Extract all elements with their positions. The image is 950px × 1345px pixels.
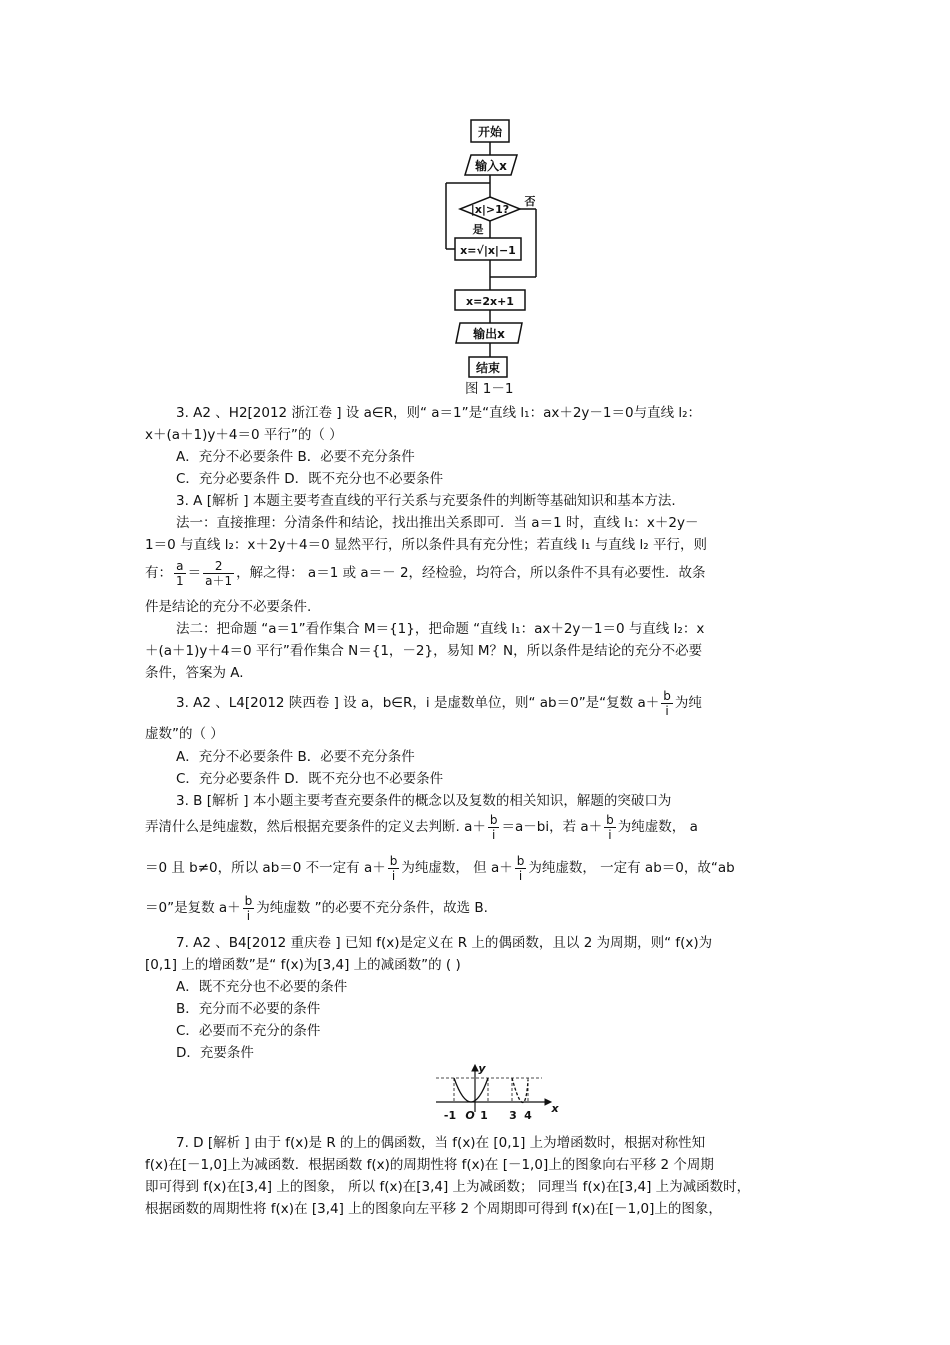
denominator: i (665, 703, 669, 718)
denominator: i (608, 827, 612, 842)
text: 为纯虚数 ”的必要不充分条件，故选 B. (256, 900, 488, 916)
denominator: i (391, 868, 396, 883)
start-label: 开始 (477, 125, 503, 139)
tick-3: 3 (509, 1109, 517, 1122)
q2-analysis-l1 (145, 812, 698, 842)
q2-head (176, 688, 702, 718)
yes-label: 是 (472, 223, 484, 236)
q2-head2: 虚数”的（ ） (145, 726, 224, 742)
q1-method2-l2: ＋(a＋1)y＋4＝0 平行”看作集合 N＝{1，－2}，易知 M？N，所以条件是结论的充分不必要 (145, 643, 703, 659)
text: ，解之得： a＝1 或 a＝－ 2，经检验，均符合，所以条件不具有必要性．故条 (236, 565, 706, 581)
numerator: 2 (203, 559, 234, 574)
q3-opt-a: A．既不充分也不必要的条件 (176, 979, 348, 995)
denominator: 1 (176, 573, 184, 588)
fraction (604, 813, 616, 842)
q3-opt-c: C．必要而不充分的条件 (176, 1023, 321, 1039)
q1-method2-l3: 条件，答案为 A. (145, 665, 244, 681)
text: 为纯虚数， 一定有 ab＝0，故“ab (528, 860, 735, 876)
q2-answer: 3. B [解析 ] 本小题主要考查充要条件的概念以及复数的相关知识，解题的突破口为 (176, 793, 672, 809)
assign1-label: x=√|x|−1 (460, 244, 516, 257)
fraction (515, 854, 527, 883)
assign2-label: x=2x+1 (466, 295, 514, 308)
no-label: 否 (524, 195, 536, 208)
denominator: i (246, 908, 251, 923)
fraction (488, 813, 500, 842)
fraction (203, 559, 234, 588)
text: 有： (145, 565, 172, 581)
function-graph (430, 1062, 560, 1126)
fraction (661, 689, 673, 718)
y-axis-label: y (478, 1062, 486, 1075)
numerator: b (489, 812, 498, 827)
output-label: 输出x (473, 327, 505, 341)
q3-opt-b: B．充分而不必要的条件 (176, 1001, 321, 1017)
text: 为纯虚数， a (617, 819, 698, 835)
q1-method1-l2: 1＝0 与直线 l₂：x＋2y＋4＝0 显然平行，所以条件具有充分性；若直线 l₁ 与直线 l₂ 平行，则 (145, 537, 707, 553)
q1-opt-ab: A．充分不必要条件 B．必要不充分条件 (176, 449, 415, 465)
q1-head: 3. A2 、H2[2012 浙江卷 ] 设 a∈R，则“ a＝1”是“直线 l₁：ax＋2y－1＝0与直线 l₂： (176, 405, 702, 421)
text: ＝a－bi，若 a＋ (501, 819, 603, 835)
numerator: b (389, 853, 398, 868)
text: ＝0”是复数 a＋ (145, 900, 241, 916)
numerator: b (606, 812, 614, 827)
q1-answer: 3. A [解析 ] 本题主要考查直线的平行关系与充要条件的判断等基础知识和基本方法. (176, 493, 676, 509)
flowchart (440, 115, 550, 385)
denominator: i (518, 868, 523, 883)
q3-analysis-l3: 根据函数的周期性将 f(x)在 [3,4] 上的图象向左平移 2 个周期即可得到 f(x)在[－1,0]上的图象， (145, 1201, 722, 1217)
numerator: b (663, 688, 671, 703)
q2-analysis-l2 (145, 853, 735, 883)
fraction (243, 894, 255, 923)
text: ＝0 且 b≠0，所以 ab＝0 不一定有 a＋ (145, 860, 386, 876)
cond-label: |x|>1? (470, 203, 510, 216)
q1-head2: x＋(a＋1)y＋4＝0 平行”的（ ） (145, 427, 343, 443)
denominator: i (492, 827, 496, 842)
q3-analysis-l1: f(x)在[－1,0]上为减函数．根据函数 f(x)的周期性将 f(x)在 [－1,0]上的图象向右平移 2 个周期 (145, 1157, 714, 1173)
q1-method1-l4: 件是结论的充分不必要条件. (145, 599, 312, 615)
q1-method1-l1: 法一：直接推理：分清条件和结论，找出推出关系即可．当 a＝1 时，直线 l₁：x＋2y－ (176, 515, 699, 531)
tick-minus1: -1 (443, 1109, 457, 1122)
tick-1: 1 (480, 1109, 488, 1122)
text: 为纯 (674, 695, 702, 711)
text: 3. A2 、L4[2012 陕西卷 ] 设 a，b∈R，i 是虚数单位，则“ ab＝0”是“复数 a＋ (176, 695, 660, 711)
numerator: b (244, 893, 253, 908)
q1-method1-l3 (145, 558, 706, 588)
q2-opt-ab: A．充分不必要条件 B．必要不充分条件 (176, 749, 415, 765)
x-axis-label: x (551, 1102, 559, 1115)
text: 为纯虚数， 但 a＋ (401, 860, 513, 876)
q1-method2-l1: 法二：把命题 “a＝1”看作集合 M＝{1}，把命题 “直线 l₁：ax＋2y－1＝0 与直线 l₂：x (176, 621, 705, 637)
numerator: b (516, 853, 525, 868)
figure-caption: 图 1－1 (465, 381, 514, 397)
denominator: a＋1 (205, 573, 233, 588)
equals: ＝ (187, 565, 202, 581)
q3-answer: 7. D [解析 ] 由于 f(x)是 R 的上的偶函数，当 f(x)在 [0,1] 上为增函数时，根据对称性知 (176, 1135, 706, 1151)
numerator: a (174, 559, 186, 574)
tick-4: 4 (524, 1109, 532, 1122)
q3-opt-d: D．充要条件 (176, 1045, 254, 1061)
fraction (388, 854, 400, 883)
tick-origin: O (465, 1109, 475, 1122)
q2-opt-cd: C．充分必要条件 D．既不充分也不必要条件 (176, 771, 444, 787)
fraction (174, 559, 186, 588)
q1-opt-cd: C．充分必要条件 D．既不充分也不必要条件 (176, 471, 444, 487)
end-label: 结束 (475, 361, 501, 375)
text: 弄清什么是纯虚数，然后根据充要条件的定义去判断. a＋ (145, 819, 486, 835)
input-label: 输入x (475, 159, 507, 173)
q3-analysis-l2: 即可得到 f(x)在[3,4] 上的图象， 所以 f(x)在[3,4] 上为减函数； 同理当 f(x)在[3,4] 上为减函数时， (145, 1179, 751, 1195)
q3-head2: [0,1] 上的增函数”是“ f(x)为[3,4] 上的减函数”的 ( ) (145, 957, 461, 973)
q3-head: 7. A2 、B4[2012 重庆卷 ] 已知 f(x)是定义在 R 上的偶函数，且以 2 为周期，则“ f(x)为 (176, 935, 713, 951)
q2-analysis-l3 (145, 893, 488, 923)
